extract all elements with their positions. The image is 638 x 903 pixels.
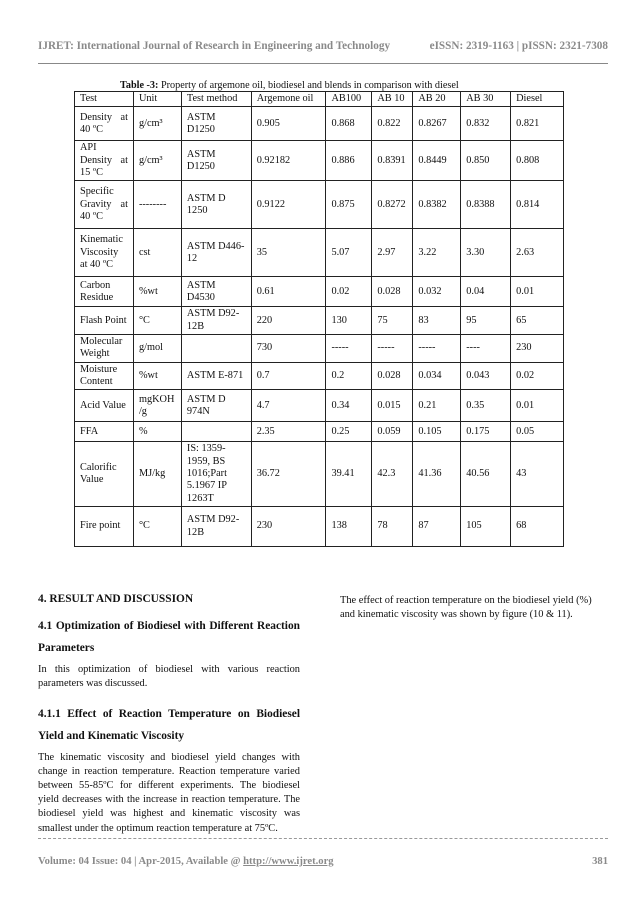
- table-caption: [120, 80, 520, 91]
- volume-info: Volume: 04 Issue: 04 | Apr-2015, Available @: [38, 856, 244, 867]
- column-header: Test: [75, 92, 134, 107]
- running-footer: [38, 856, 608, 867]
- table-cell: [181, 335, 251, 363]
- subsection-heading: 4.1 Optimization of Biodiesel with Different Reaction Parameters: [38, 620, 300, 655]
- table-cell: Acid Value: [75, 390, 134, 422]
- table-cell: 0.8391: [372, 141, 413, 181]
- table-cell: 130: [326, 307, 372, 335]
- table-cell: ASTM D1250: [181, 107, 251, 141]
- table-cell: 87: [413, 507, 461, 547]
- subsection-paragraph: In this optimization of biodiesel with various reaction parameters was discussed.: [38, 664, 300, 690]
- table-cell: 730: [251, 335, 326, 363]
- table-cell: 0.7: [251, 362, 326, 390]
- table-cell: 0.032: [413, 277, 461, 307]
- table-cell: ASTM D92-12B: [181, 507, 251, 547]
- table-cell: ASTM D92-12B: [181, 307, 251, 335]
- column-header: Test method: [181, 92, 251, 107]
- table-cell: 220: [251, 307, 326, 335]
- running-header: [38, 40, 608, 56]
- table-cell: %wt: [133, 277, 181, 307]
- table-cell: 4.7: [251, 390, 326, 422]
- table-cell: 0.8382: [413, 181, 461, 229]
- table-cell: 0.02: [326, 277, 372, 307]
- table-cell: ASTM D 1250: [181, 181, 251, 229]
- table-cell: 105: [461, 507, 511, 547]
- right-paragraph: The effect of reaction temperature on the biodiesel yield (%) and kinematic viscosity was shown by figure (10 & 11).: [340, 595, 592, 621]
- table-cell: mgKOH /g: [133, 390, 181, 422]
- table-cell: 0.832: [461, 107, 511, 141]
- table-cell: ASTM E-871: [181, 362, 251, 390]
- table-header-row: [75, 92, 564, 107]
- table-cell: 65: [511, 307, 564, 335]
- table-cell: 78: [372, 507, 413, 547]
- table-cell: ASTM D 974N: [181, 390, 251, 422]
- table-row: [75, 362, 564, 390]
- table-cell: ASTM D4530: [181, 277, 251, 307]
- table-cell: [181, 422, 251, 442]
- page-number: 381: [592, 856, 608, 867]
- header-rule: [38, 63, 608, 64]
- table-cell: Specific Gravity at 40 ºC: [75, 181, 134, 229]
- table-cell: 75: [372, 307, 413, 335]
- table-cell: Moisture Content: [75, 362, 134, 390]
- table-cell: ASTM D1250: [181, 141, 251, 181]
- table-cell: 0.105: [413, 422, 461, 442]
- table-cell: 0.2: [326, 362, 372, 390]
- column-header: AB 30: [461, 92, 511, 107]
- table-cell: 2.63: [511, 229, 564, 277]
- table-cell: 0.34: [326, 390, 372, 422]
- table-cell: 0.01: [511, 390, 564, 422]
- table-cell: 0.808: [511, 141, 564, 181]
- issn: eISSN: 2319-1163 | pISSN: 2321-7308: [429, 40, 608, 52]
- table-cell: -----: [326, 335, 372, 363]
- journal-link[interactable]: http://www.ijret.org: [243, 856, 334, 867]
- table-cell: 0.821: [511, 107, 564, 141]
- table-cell: 0.028: [372, 277, 413, 307]
- property-table: [74, 91, 564, 547]
- journal-name: IJRET: International Journal of Research in Engineering and Technology: [38, 40, 391, 52]
- table-row: [75, 507, 564, 547]
- table-cell: 0.92182: [251, 141, 326, 181]
- table-cell: 0.850: [461, 141, 511, 181]
- table-cell: 43: [511, 442, 564, 507]
- table-cell: 0.034: [413, 362, 461, 390]
- table-cell: 0.21: [413, 390, 461, 422]
- table-row: [75, 141, 564, 181]
- table-row: [75, 442, 564, 507]
- table-cell: 40.56: [461, 442, 511, 507]
- table-cell: 0.61: [251, 277, 326, 307]
- table-cell: 0.8272: [372, 181, 413, 229]
- table-cell: cst: [133, 229, 181, 277]
- table-cell: 0.9122: [251, 181, 326, 229]
- table-cell: °C: [133, 507, 181, 547]
- table-cell: 36.72: [251, 442, 326, 507]
- table-cell: 230: [511, 335, 564, 363]
- column-header: AB 20: [413, 92, 461, 107]
- table-cell: 0.814: [511, 181, 564, 229]
- table-cell: Fire point: [75, 507, 134, 547]
- table-row: [75, 422, 564, 442]
- table-cell: g/cm³: [133, 107, 181, 141]
- table-cell: 0.822: [372, 107, 413, 141]
- table-cell: ----: [461, 335, 511, 363]
- table-cell: 0.868: [326, 107, 372, 141]
- table-cell: FFA: [75, 422, 134, 442]
- table-cell: 0.05: [511, 422, 564, 442]
- table-cell: 0.875: [326, 181, 372, 229]
- table-cell: 3.30: [461, 229, 511, 277]
- table-cell: 0.175: [461, 422, 511, 442]
- table-row: [75, 107, 564, 141]
- table-cell: -----: [413, 335, 461, 363]
- table-cell: 0.8388: [461, 181, 511, 229]
- table-cell: 5.07: [326, 229, 372, 277]
- table-cell: Carbon Residue: [75, 277, 134, 307]
- table-cell: 138: [326, 507, 372, 547]
- table-cell: 0.8267: [413, 107, 461, 141]
- table-cell: -----: [372, 335, 413, 363]
- table-cell: °C: [133, 307, 181, 335]
- table-cell: Flash Point: [75, 307, 134, 335]
- table-cell: ASTM D446-12: [181, 229, 251, 277]
- table-cell: 0.8449: [413, 141, 461, 181]
- table-row: [75, 390, 564, 422]
- table-cell: 41.36: [413, 442, 461, 507]
- table-cell: --------: [133, 181, 181, 229]
- column-header: Argemone oil: [251, 92, 326, 107]
- subsubsection-paragraph: The kinematic viscosity and biodiesel yield changes with change in reaction temperature. Reaction temperature varied between 55-85ºC for different experiments. The biodiesel yield decreases with the increase in reaction temperature. The biodiesel yield was highest and kinematic viscosity was smallest under the optimum reaction temperature at 75ºC.: [38, 751, 300, 834]
- subsubsection-heading: 4.1.1 Effect of Reaction Temperature on Biodiesel Yield and Kinematic Viscosity: [38, 707, 300, 742]
- column-header: Diesel: [511, 92, 564, 107]
- table-cell: IS: 1359-1959, BS 1016;Part 5.1967 IP 1263T: [181, 442, 251, 507]
- table-cell: 2.97: [372, 229, 413, 277]
- table-cell: g/mol: [133, 335, 181, 363]
- table-cell: 0.905: [251, 107, 326, 141]
- table-cell: 0.886: [326, 141, 372, 181]
- table-cell: 0.25: [326, 422, 372, 442]
- table-cell: Density at 40 ºC: [75, 107, 134, 141]
- table-cell: 0.015: [372, 390, 413, 422]
- footer-rule: [38, 838, 608, 839]
- table-row: [75, 229, 564, 277]
- table-cell: 0.35: [461, 390, 511, 422]
- right-column: [340, 594, 602, 622]
- table-cell: 2.35: [251, 422, 326, 442]
- table-row: [75, 307, 564, 335]
- table-cell: %wt: [133, 362, 181, 390]
- table-cell: %: [133, 422, 181, 442]
- table-cell: 0.02: [511, 362, 564, 390]
- column-header: Unit: [133, 92, 181, 107]
- column-header: AB 10: [372, 92, 413, 107]
- table-cell: 83: [413, 307, 461, 335]
- table-cell: 0.043: [461, 362, 511, 390]
- table-caption-text: Property of argemone oil, biodiesel and blends in comparison with diesel: [158, 80, 459, 91]
- table-cell: Kinematic Viscosity at 40 ºC: [75, 229, 134, 277]
- table-row: [75, 277, 564, 307]
- table-cell: Molecular Weight: [75, 335, 134, 363]
- table-cell: g/cm³: [133, 141, 181, 181]
- table-row: [75, 181, 564, 229]
- table-cell: 0.01: [511, 277, 564, 307]
- table-cell: 0.04: [461, 277, 511, 307]
- table-cell: 39.41: [326, 442, 372, 507]
- table-cell: 35: [251, 229, 326, 277]
- table-cell: 95: [461, 307, 511, 335]
- table-cell: Calorific Value: [75, 442, 134, 507]
- table-cell: 68: [511, 507, 564, 547]
- table-cell: 230: [251, 507, 326, 547]
- section-heading: 4. RESULT AND DISCUSSION: [38, 593, 194, 605]
- column-header: AB100: [326, 92, 372, 107]
- table-cell: 0.028: [372, 362, 413, 390]
- table-cell: 42.3: [372, 442, 413, 507]
- table-cell: MJ/kg: [133, 442, 181, 507]
- table-caption-label: Table -3:: [120, 80, 159, 91]
- table-row: [75, 335, 564, 363]
- table-cell: 0.059: [372, 422, 413, 442]
- left-column: [38, 592, 300, 836]
- table-cell: 3.22: [413, 229, 461, 277]
- table-cell: API Density at 15 ºC: [75, 141, 134, 181]
